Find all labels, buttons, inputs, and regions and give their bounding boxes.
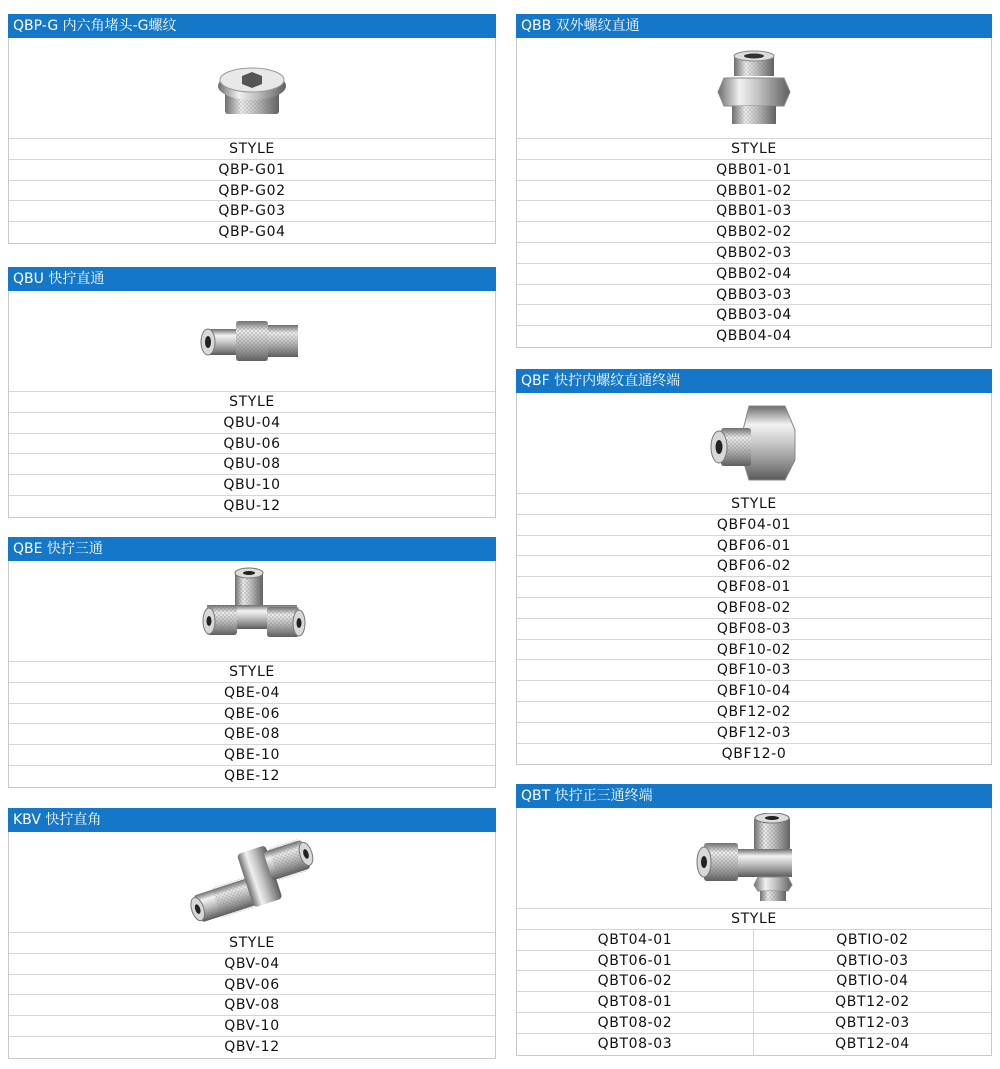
panel-title: QBP-G 内六角堵头-G螺纹 <box>8 14 496 38</box>
panel-title: QBT 快拧正三通终端 <box>516 784 992 808</box>
spec-table <box>8 38 496 244</box>
spec-table <box>8 561 496 788</box>
model-row: QBE-06 <box>9 704 495 725</box>
model-row: QBU-08 <box>9 454 495 475</box>
model-row: QBU-06 <box>9 434 495 455</box>
female-thread-connector-icon <box>699 400 809 486</box>
model-row: QBB01-03 <box>517 201 991 222</box>
panel-title: QBU 快拧直通 <box>8 267 496 291</box>
model-row: QBU-10 <box>9 475 495 496</box>
model-row: QBP-G03 <box>9 201 495 222</box>
model-row: QBF08-03 <box>517 619 991 640</box>
style-header: STYLE <box>517 494 991 515</box>
model-row: QBB02-02 <box>517 222 991 243</box>
style-header: STYLE <box>517 139 991 160</box>
model-row: QBF04-01 <box>517 515 991 536</box>
model-row: QBB02-03 <box>517 243 991 264</box>
double-male-thread-connector-icon <box>704 48 804 128</box>
model-row: QBF12-0 <box>721 745 787 762</box>
model-row: QBV-12 <box>224 1038 280 1055</box>
model-cell-right: QBT12-02 <box>754 992 991 1013</box>
model-row: QBF06-02 <box>517 556 991 577</box>
model-row: QBV-08 <box>9 995 495 1016</box>
model-row: QBE-10 <box>9 745 495 766</box>
product-image <box>9 561 495 662</box>
model-cell-right: QBTIO-04 <box>754 971 991 992</box>
panel-qbt <box>516 784 992 1056</box>
hex-socket-plug-icon <box>207 48 297 128</box>
style-header: STYLE <box>9 139 495 160</box>
model-cell-right: QBTIO-03 <box>754 951 991 972</box>
model-cell-left: QBT08-03 <box>517 1034 754 1055</box>
model-row: QBF12-02 <box>517 702 991 723</box>
style-header: STYLE <box>517 909 991 930</box>
product-image <box>517 38 991 139</box>
panel-title: QBB 双外螺纹直通 <box>516 14 992 38</box>
product-image <box>9 832 495 933</box>
panel-qbe <box>8 537 496 788</box>
model-row: QBB02-04 <box>517 264 991 285</box>
model-row: QBV-10 <box>9 1016 495 1037</box>
style-header: STYLE <box>9 392 495 413</box>
model-row: QBU-12 <box>223 497 281 514</box>
model-cell-left: QBT04-01 <box>517 930 754 951</box>
model-row: QBB03-03 <box>517 285 991 306</box>
model-cell-left: QBT08-01 <box>517 992 754 1013</box>
model-row: QBP-G02 <box>9 181 495 202</box>
panel-qbu <box>8 267 496 518</box>
product-image <box>517 393 991 494</box>
model-row: QBB01-02 <box>517 181 991 202</box>
product-image <box>517 808 991 909</box>
model-cell-right: QBTIO-02 <box>754 930 991 951</box>
model-row: QBB03-04 <box>517 305 991 326</box>
panel-title: QBF 快拧内螺纹直通终端 <box>516 369 992 393</box>
model-row: QBV-04 <box>9 954 495 975</box>
model-row: QBE-12 <box>224 767 280 784</box>
model-row: QBF10-04 <box>517 681 991 702</box>
elbow-union-fitting-icon <box>182 837 322 927</box>
model-row: QBF08-02 <box>517 598 991 619</box>
spec-table <box>516 38 992 348</box>
panel-title: QBE 快拧三通 <box>8 537 496 561</box>
tee-union-fitting-icon <box>197 565 307 657</box>
spec-table <box>8 291 496 518</box>
model-cell-left: QBT08-02 <box>517 1013 754 1034</box>
model-row: QBB04-04 <box>716 328 792 345</box>
panel-qbp-g <box>8 14 496 244</box>
male-run-tee-fitting-icon <box>694 813 814 903</box>
model-row: QBF12-03 <box>517 723 991 744</box>
model-cell-left: QBT06-01 <box>517 951 754 972</box>
panel-kbv <box>8 808 496 1059</box>
model-row: QBP-G01 <box>9 160 495 181</box>
model-cell-right: QBT12-03 <box>754 1013 991 1034</box>
model-row: QBE-04 <box>9 683 495 704</box>
panel-qbf <box>516 369 992 765</box>
model-cell-right: QBT12-04 <box>835 1035 910 1052</box>
product-image <box>9 38 495 139</box>
model-row: QBV-06 <box>9 975 495 996</box>
straight-union-fitting-icon <box>192 301 312 381</box>
product-image <box>9 291 495 392</box>
spec-table <box>516 393 992 765</box>
style-header: STYLE <box>9 662 495 683</box>
model-row: QBF10-02 <box>517 640 991 661</box>
model-row: QBU-04 <box>9 413 495 434</box>
spec-table <box>8 832 496 1059</box>
model-row: QBB01-01 <box>517 160 991 181</box>
panel-qbb <box>516 14 992 348</box>
style-header: STYLE <box>9 933 495 954</box>
model-cell-left: QBT06-02 <box>517 971 754 992</box>
model-row: QBE-08 <box>9 724 495 745</box>
model-row: QBF08-01 <box>517 577 991 598</box>
model-row: QBF10-03 <box>517 660 991 681</box>
panel-title: KBV 快拧直角 <box>8 808 496 832</box>
model-row: QBF06-01 <box>517 536 991 557</box>
model-row: QBP-G04 <box>218 224 286 241</box>
spec-table <box>516 808 992 1056</box>
